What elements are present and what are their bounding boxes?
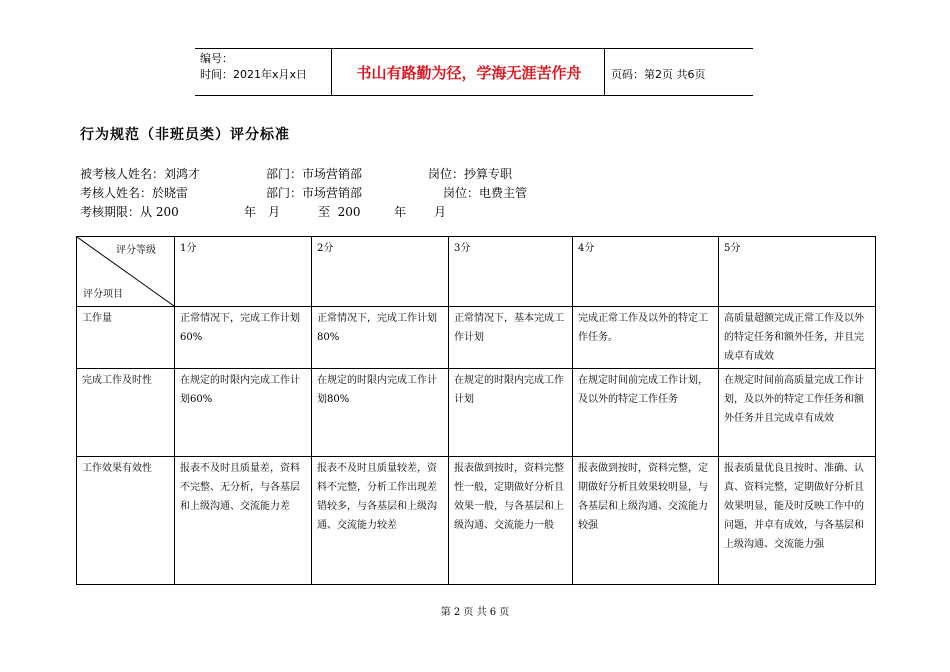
period-to: 至 200: [318, 205, 361, 219]
number-label: 编号：: [200, 52, 233, 65]
item-label: 工作量: [77, 307, 175, 369]
table-row: [77, 307, 876, 369]
assessee-name: 被考核人姓名：刘鸿才: [80, 167, 201, 181]
header-divider-right: [604, 48, 605, 95]
corner-cell: [77, 237, 175, 307]
assessor-name: 考核人姓名：於晓雷: [80, 186, 189, 200]
item-label: 工作效果有效性: [77, 457, 175, 585]
table-cell: 高质量超额完成正常工作及以外的特定任务和额外任务，并且完成卓有成效: [719, 307, 876, 369]
table-cell: 在规定时间前完成工作计划，及以外的特定工作任务: [573, 369, 719, 457]
page-label: 页码：第2页 共6页: [611, 68, 706, 81]
table-cell: 报表不及时且质量差，资料不完整、无分析，与各基层和上级沟通、交流能力差: [175, 457, 312, 585]
corner-bottom-label: 评分项目: [83, 289, 123, 300]
table-cell: 在规定时间前高质量完成工作计划，及以外的特定工作任务和额外任务并且完成卓有成效: [719, 369, 876, 457]
grade-header-5: 5分: [719, 237, 876, 307]
table-cell: 在规定的时限内完成工作计划: [449, 369, 573, 457]
header-bottom-border: [195, 95, 753, 96]
page-footer: 第 2 页 共 6 页: [440, 607, 510, 618]
table-cell: 在规定的时限内完成工作计划80%: [312, 369, 449, 457]
grade-header-1: 1分: [175, 237, 312, 307]
document-title: 行为规范（非班员类）评分标准: [80, 127, 290, 143]
header-divider-left: [331, 48, 332, 95]
scoring-table: [76, 236, 876, 585]
motto: 书山有路勤为径，学海无涯苦作舟: [356, 64, 582, 82]
item-label: 完成工作及时性: [77, 369, 175, 457]
period-year-2: 年: [394, 205, 407, 219]
table-cell: 报表做到按时，资料完整性一般，定期做好分析且效果一般，与各基层和上级沟通、交流能力一般: [449, 457, 573, 585]
grade-header-4: 4分: [573, 237, 719, 307]
table-cell: 报表做到按时，资料完整，定期做好分析且效果较明显，与各基层和上级沟通、交流能力较强: [573, 457, 719, 585]
time-label: 时间：2021年x月x日: [200, 68, 308, 81]
table-cell: 完成正常工作及以外的特定工作任务。: [573, 307, 719, 369]
header-meta: [200, 51, 307, 83]
table-row: [77, 457, 876, 585]
period-prefix: 考核期限：从 200: [80, 205, 179, 219]
table-cell: 正常情况下，完成工作计划60%: [175, 307, 312, 369]
assessor-dept: 部门：市场营销部: [266, 186, 363, 200]
table-cell: 报表不及时且质量较差，资料不完整，分析工作出现差错较多，与各基层和上级沟通、交流能力较差: [312, 457, 449, 585]
table-cell: 报表质量优良且按时、准确、认真、资料完整，定期做好分析且效果明显，能及时反映工作中的问题，并卓有成效，与各基层和上级沟通、交流能力强: [719, 457, 876, 585]
period-year-1: 年: [244, 205, 257, 219]
grade-header-3: 3分: [449, 237, 573, 307]
table-cell: 在规定的时限内完成工作计划60%: [175, 369, 312, 457]
table-cell: 正常情况下，基本完成工作计划: [449, 307, 573, 369]
corner-top-label: 评分等级: [116, 245, 156, 256]
period-month-1: 月: [268, 205, 281, 219]
table-header-row: [77, 237, 876, 307]
assessee-post: 岗位：抄算专职: [428, 167, 513, 181]
header-top-border: [195, 48, 753, 49]
grade-header-2: 2分: [312, 237, 449, 307]
table-row: [77, 369, 876, 457]
period-month-2: 月: [434, 205, 447, 219]
table-cell: 正常情况下，完成工作计划80%: [312, 307, 449, 369]
assessee-dept: 部门：市场营销部: [266, 167, 363, 181]
assessor-post: 岗位：电费主管: [443, 186, 528, 200]
